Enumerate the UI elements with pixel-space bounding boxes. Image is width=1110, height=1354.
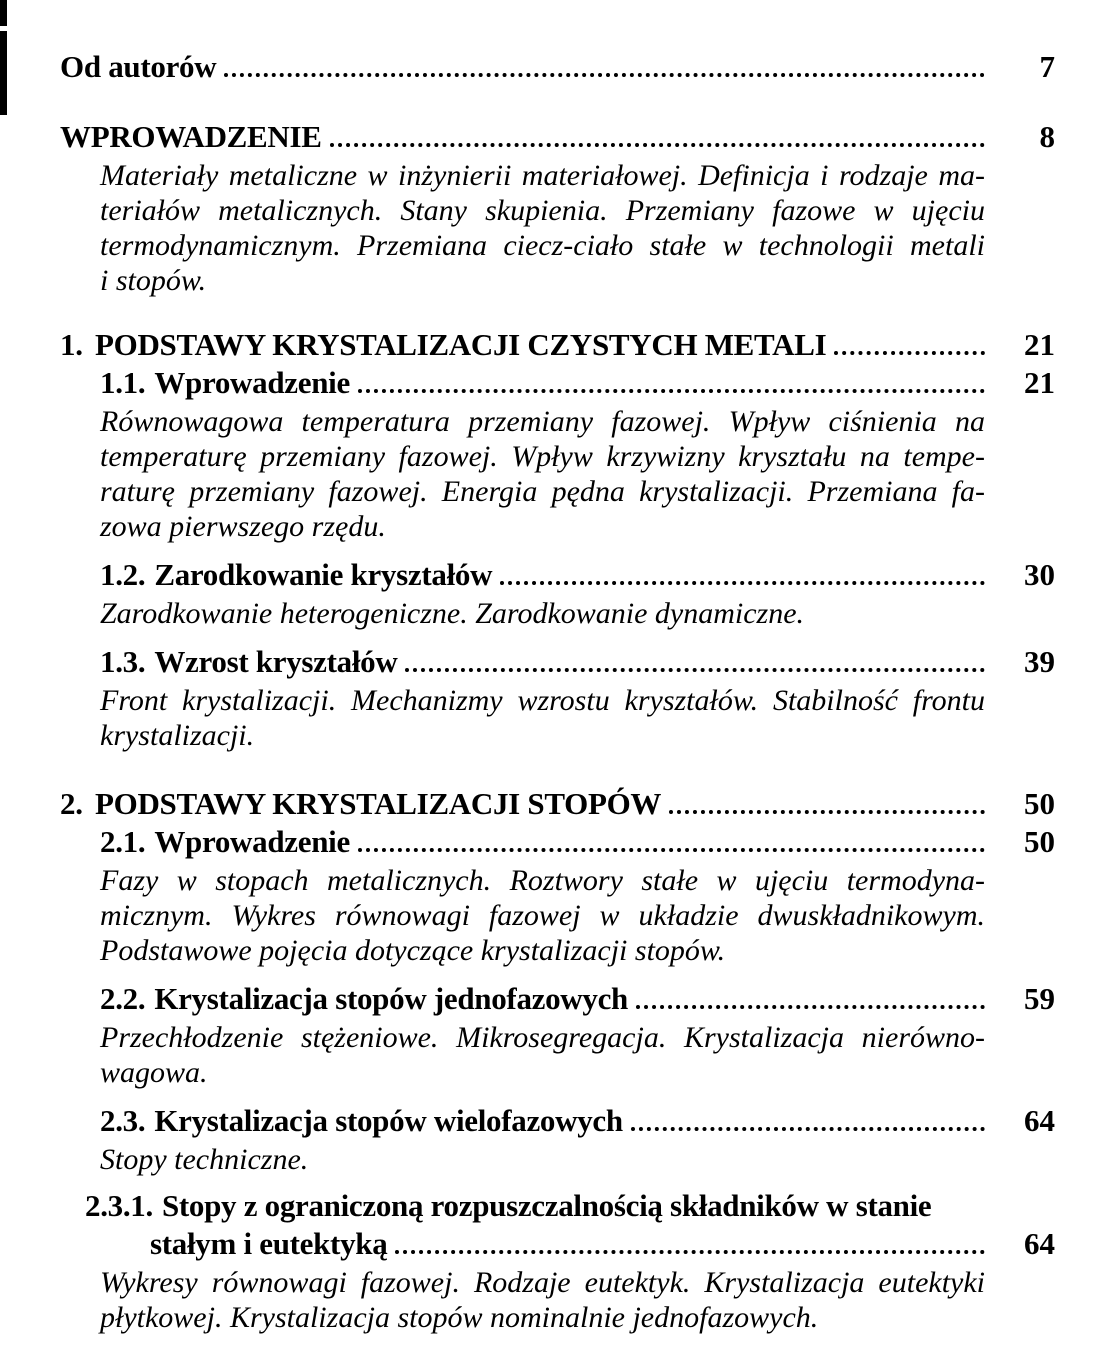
toc-entry-od-autorow — [60, 48, 1055, 86]
entry-description — [100, 1265, 985, 1335]
description-line: teriałów metalicznych. Stany skupienia. Przemiany fazowe w ujęciu — [100, 194, 985, 227]
entry-description — [100, 683, 985, 753]
entry-number: 2. — [60, 786, 83, 821]
page-number: 64 — [1024, 1103, 1055, 1138]
description-line: Materiały metaliczne w inżynierii materiałowej. Definicja i rodzaje ma- — [100, 159, 985, 192]
entry-title: Zarodkowanie kryształów — [154, 557, 493, 592]
scan-edge-artifact — [0, 0, 7, 26]
page-number: 21 — [1024, 327, 1055, 362]
entry-title: Krystalizacja stopów jednofazowych — [154, 981, 628, 1016]
page-number: 39 — [1024, 644, 1055, 679]
toc-entry-2-3-1-continued — [150, 1225, 1055, 1263]
description-line: i stopów. — [100, 264, 207, 297]
entry-title: PODSTAWY KRYSTALIZACJI STOPÓW — [95, 786, 662, 821]
entry-title: Wzrost kryształów — [154, 644, 398, 679]
dot-leader — [358, 389, 985, 393]
entry-number: 2.3. — [100, 1103, 146, 1138]
dot-leader — [224, 73, 985, 77]
entry-description — [100, 404, 985, 544]
entry-label: Od autorów — [60, 49, 217, 84]
toc-entry-2-1 — [100, 823, 1055, 861]
entry-label: WPROWADZENIE — [60, 119, 322, 154]
toc-entry-1-3 — [100, 643, 1055, 681]
description-line: Przechłodzenie stężeniowe. Mikrosegregacja. Krystalizacja nierówno- — [100, 1021, 985, 1054]
scan-edge-artifact — [0, 31, 7, 115]
description-line: Podstawowe pojęcia dotyczące krystalizacji stopów. — [100, 934, 726, 967]
description-line: krystalizacji. — [100, 719, 255, 752]
entry-number: 1.2. — [100, 557, 146, 592]
dot-leader — [834, 351, 985, 355]
description-line: micznym. Wykres równowagi fazowej w układzie dwuskładnikowym. — [100, 899, 985, 932]
dot-leader — [636, 1005, 985, 1009]
dot-leader — [500, 581, 985, 585]
toc-entry-2-3-1 — [85, 1187, 1055, 1225]
dot-leader — [330, 143, 985, 147]
entry-number: 1.1. — [100, 365, 146, 400]
entry-title-line-1: Stopy z ograniczoną rozpuszczalnością składników w stanie — [161, 1188, 932, 1223]
page-number: 21 — [1024, 365, 1055, 400]
entry-description — [100, 1142, 985, 1177]
page-number: 50 — [1024, 824, 1055, 859]
dot-leader — [631, 1127, 985, 1131]
entry-title: Wprowadzenie — [154, 365, 350, 400]
page-number: 50 — [1024, 786, 1055, 821]
description-line: Zarodkowanie heterogeniczne. Zarodkowanie dynamiczne. — [100, 597, 805, 630]
page-number: 8 — [1039, 119, 1055, 154]
entry-title: Wprowadzenie — [154, 824, 350, 859]
description-line: Front krystalizacji. Mechanizmy wzrostu kryształów. Stabilność frontu — [100, 684, 985, 717]
entry-number: 1. — [60, 327, 83, 362]
dot-leader — [405, 668, 985, 672]
toc-entry-1-1 — [100, 364, 1055, 402]
entry-description — [100, 158, 985, 298]
entry-number: 2.3.1. — [85, 1188, 153, 1223]
toc-entry-2-2 — [100, 980, 1055, 1018]
description-line: zowa pierwszego rzędu. — [100, 510, 386, 543]
description-line: termodynamicznym. Przemiana ciecz-ciało stałe w technologii metali — [100, 229, 985, 262]
description-line: Równowagowa temperatura przemiany fazowej. Wpływ ciśnienia na — [100, 405, 985, 438]
description-line: Fazy w stopach metalicznych. Roztwory stałe w ujęciu termodyna- — [100, 864, 985, 897]
page-number: 30 — [1024, 557, 1055, 592]
entry-number: 2.2. — [100, 981, 146, 1016]
entry-number: 2.1. — [100, 824, 146, 859]
description-line: Wykresy równowagi fazowej. Rodzaje eutektyk. Krystalizacja eutektyki — [100, 1266, 985, 1299]
description-line: płytkowej. Krystalizacja stopów nominalnie jednofazowych. — [100, 1301, 819, 1334]
dot-leader — [358, 848, 985, 852]
entry-description — [100, 596, 985, 631]
dot-leader — [395, 1250, 985, 1254]
dot-leader — [669, 810, 985, 814]
page-number: 59 — [1024, 981, 1055, 1016]
page-number: 64 — [1024, 1226, 1055, 1261]
description-line: raturę przemiany fazowej. Energia pędna krystalizacji. Przemiana fa- — [100, 475, 985, 508]
toc-entry-1-2 — [100, 556, 1055, 594]
entry-description — [100, 1020, 985, 1090]
entry-title-line-2: stałym i eutektyką — [150, 1226, 388, 1261]
entry-number: 1.3. — [100, 644, 146, 679]
description-line: wagowa. — [100, 1056, 208, 1089]
entry-title: PODSTAWY KRYSTALIZACJI CZYSTYCH METALI — [95, 327, 827, 362]
toc-entry-wprowadzenie — [60, 118, 1055, 156]
page-number: 7 — [1039, 49, 1055, 84]
toc-entry-2-3 — [100, 1102, 1055, 1140]
entry-description — [100, 863, 985, 968]
entry-title: Krystalizacja stopów wielofazowych — [154, 1103, 623, 1138]
toc-entry-chapter-2 — [60, 785, 1055, 823]
toc-entry-chapter-1 — [60, 326, 1055, 364]
description-line: Stopy techniczne. — [100, 1143, 309, 1176]
description-line: temperaturę przemiany fazowej. Wpływ krzywizny kryształu na tempe- — [100, 440, 985, 473]
